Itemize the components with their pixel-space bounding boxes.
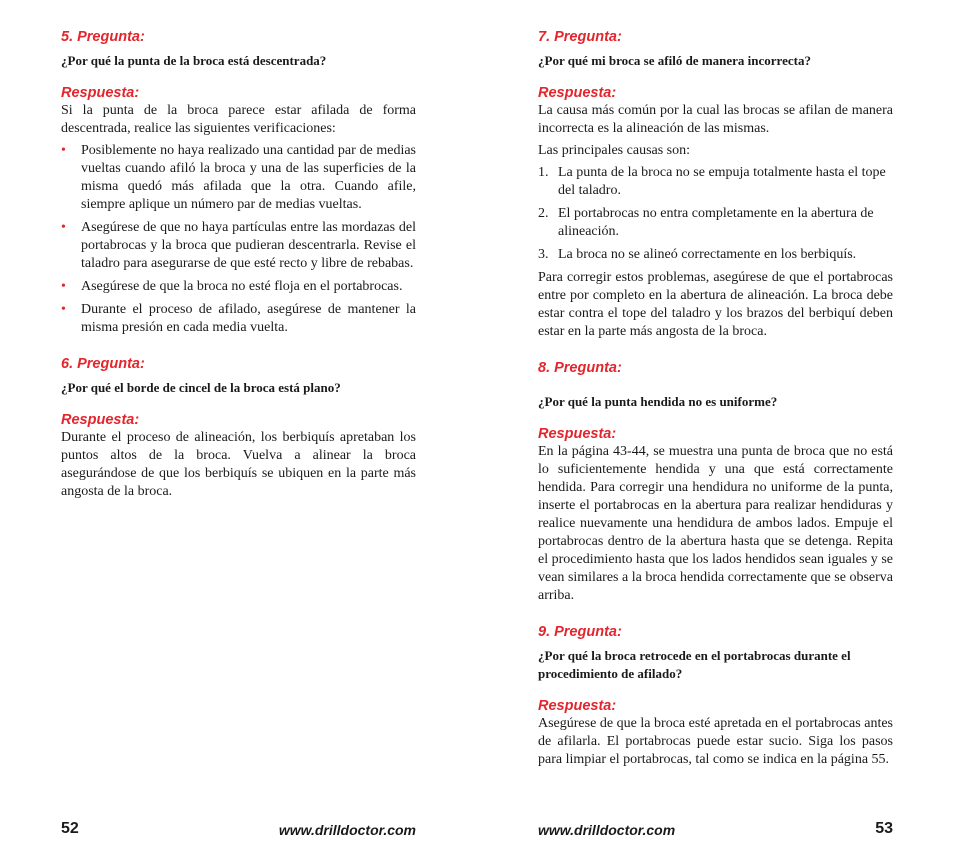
- faq-item-8: [538, 359, 893, 605]
- answer-intro: Si la punta de la broca parece estar afilada de forma descentrada, realice las siguientes verificaciones:: [61, 103, 416, 136]
- list-item-text: Asegúrese de que no haya partículas entre las mordazas del portabrocas y la broca que pudieran descentrarla. Revise el taladro para asegurarse de que esté recto y libre de rebabas.: [81, 220, 416, 271]
- question-heading: 8. Pregunta:: [538, 360, 622, 376]
- list-item: [61, 219, 416, 273]
- answer-heading: Respuesta:: [538, 426, 617, 442]
- list-item: [538, 246, 893, 264]
- list-number: 1.: [538, 165, 549, 180]
- list-number: 2.: [538, 206, 549, 221]
- answer-text: Asegúrese de que la broca esté apretada en el portabrocas antes de afilarla. El portabrocas puede estar sucio. Siga los pasos para limpiar el portabrocas, tal como se indica en la página 55.: [538, 716, 893, 767]
- list-item-text: El portabrocas no entra completamente en la abertura de alineación.: [558, 206, 874, 239]
- left-page-content: [61, 28, 416, 501]
- bullet-icon: •: [61, 279, 66, 294]
- right-page-content: [538, 28, 893, 769]
- question-heading: 7. Pregunta:: [538, 29, 622, 45]
- list-item: [538, 205, 893, 241]
- question-text: ¿Por qué el borde de cincel de la broca está plano?: [61, 380, 341, 395]
- website-url: www.drilldoctor.com: [278, 822, 416, 838]
- faq-item-6: [61, 355, 416, 501]
- page-number: 53: [875, 820, 893, 837]
- bullet-icon: •: [61, 302, 66, 317]
- bullet-icon: •: [61, 220, 66, 235]
- faq-item-5: [61, 28, 416, 337]
- website-url: www.drilldoctor.com: [538, 822, 676, 838]
- question-heading: 9. Pregunta:: [538, 624, 622, 640]
- list-item: [61, 301, 416, 337]
- answer-closing: Para corregir estos problemas, asegúrese de que el portabrocas entre por completo en la abertura de alineación. La broca debe estar contra el tope del taladro y los brazos del berbiquí deben estar en la parte más angosta de la broca.: [538, 270, 893, 339]
- left-page: [61, 0, 416, 865]
- page-footer: [538, 819, 893, 839]
- question-heading: 5. Pregunta:: [61, 29, 145, 45]
- list-item: [538, 164, 893, 200]
- answer-heading: Respuesta:: [538, 698, 617, 714]
- bullet-icon: •: [61, 143, 66, 158]
- list-item: [61, 278, 416, 296]
- list-item: [61, 142, 416, 214]
- list-item-text: Posiblemente no haya realizado una cantidad par de medias vueltas cuando afiló la broca y una de las superficies de la misma quedó más afilada que la otra. Cuando afile, siempre aplique un número par de medias vueltas.: [81, 143, 416, 212]
- answer-text: Durante el proceso de alineación, los berbiquís apretaban los puntos altos de la broca. Vuelva a alinear la broca asegurándose de que los berbiquís se ubiquen en la parte más angosta de la broca.: [61, 430, 416, 499]
- answer-intro-2: Las principales causas son:: [538, 143, 691, 158]
- answer-heading: Respuesta:: [61, 412, 140, 428]
- list-item-text: La broca no se alineó correctamente en los berbiquís.: [558, 247, 857, 262]
- answer-text: En la página 43-44, se muestra una punta de broca que no está lo suficientemente hendida y una que está correctamente hendida. Para corregir una hendidura no uniforme de la punta, inserte el portabrocas en la abertura para realizar hendiduras y realice nuevamente una hendidura de ambos lados. Empuje el portabrocas dentro de la abertura hasta que se detenga. Repita el procedimiento hasta que los lados hendidos sean iguales y se vean similares a la broca hendida correctamente que se observa arriba.: [538, 444, 893, 603]
- answer-intro: La causa más común por la cual las brocas se afilan de manera incorrecta es la alineación de las mismas.: [538, 103, 893, 136]
- question-text: ¿Por qué la punta hendida no es uniforme?: [538, 394, 778, 409]
- list-number: 3.: [538, 247, 549, 262]
- right-page: [538, 0, 893, 865]
- list-item-text: Asegúrese de que la broca no esté floja en el portabrocas.: [81, 279, 403, 294]
- answer-heading: Respuesta:: [61, 85, 140, 101]
- list-item-text: La punta de la broca no se empuja totalmente hasta el tope del taladro.: [558, 165, 886, 198]
- page-footer: [61, 819, 416, 839]
- list-item-text: Durante el proceso de afilado, asegúrese de mantener la misma presión en cada media vuelta.: [81, 302, 416, 335]
- page-number: 52: [61, 820, 79, 837]
- faq-item-9: [538, 623, 893, 769]
- numbered-list: [538, 164, 893, 264]
- faq-item-7: [538, 28, 893, 341]
- question-text: ¿Por qué la punta de la broca está descentrada?: [61, 53, 327, 68]
- question-heading: 6. Pregunta:: [61, 356, 145, 372]
- bullet-list: [61, 142, 416, 337]
- question-text: ¿Por qué la broca retrocede en el portabrocas durante el procedimiento de afilado?: [538, 648, 851, 681]
- answer-heading: Respuesta:: [538, 85, 617, 101]
- question-text: ¿Por qué mi broca se afiló de manera incorrecta?: [538, 53, 811, 68]
